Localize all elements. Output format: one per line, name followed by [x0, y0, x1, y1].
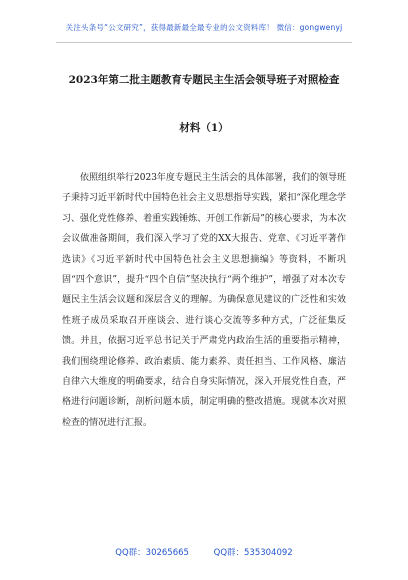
footer-qq-group-1: QQ群：30265665	[115, 548, 189, 558]
header-note: 关注头条号“公文研究”，获得最新最全最专业的公文资料库！ 微信：gongwenyj	[65, 23, 343, 32]
header-divider	[56, 42, 352, 43]
document-subtitle: 材料（1）	[179, 122, 229, 134]
footer-qq-group-2: QQ群：535304092	[213, 548, 293, 558]
footer	[0, 546, 408, 558]
document-title: 2023年第二批主题教育专题民主生活会领导班子对照检查	[68, 74, 340, 86]
body-paragraph: 依照组织举行2023年度专题民主生活会的具体部署，我们的领导班子秉持习近平新时代中国特色社会主义思想指导实践，紧扣“深化理念学习、强化党性修养、着重实践锤炼、开创工作新局”的核心要求，为本次会议做准备期间，我们深入学习了党的XX大报告、党章、《习近平著作选读》《习近平新时代中国特色社会主义思想摘编》等资料，不断巩固“四个意识”，提升“四个自信”坚决执行“两个维护”，增强了对本次专题民主生活会议题和深层含义的理解。为确保意见建议的广泛性和实效性班子成员采取召开座谈会、进行谈心交流等多种方式，广泛征集反馈。并且，依据习近平总书记关于严肃党内政治生活的重要指示精神，我们围绕理论修养、政治素质、能力素养、责任担当、工作风格、廉洁自律六大维度的明确要求，结合自身实际情况，深入开展党性自查，严格进行问题诊断，剖析问题本质，制定明确的整改措施。现就本次对照检查的情况进行汇报。	[62, 173, 346, 428]
